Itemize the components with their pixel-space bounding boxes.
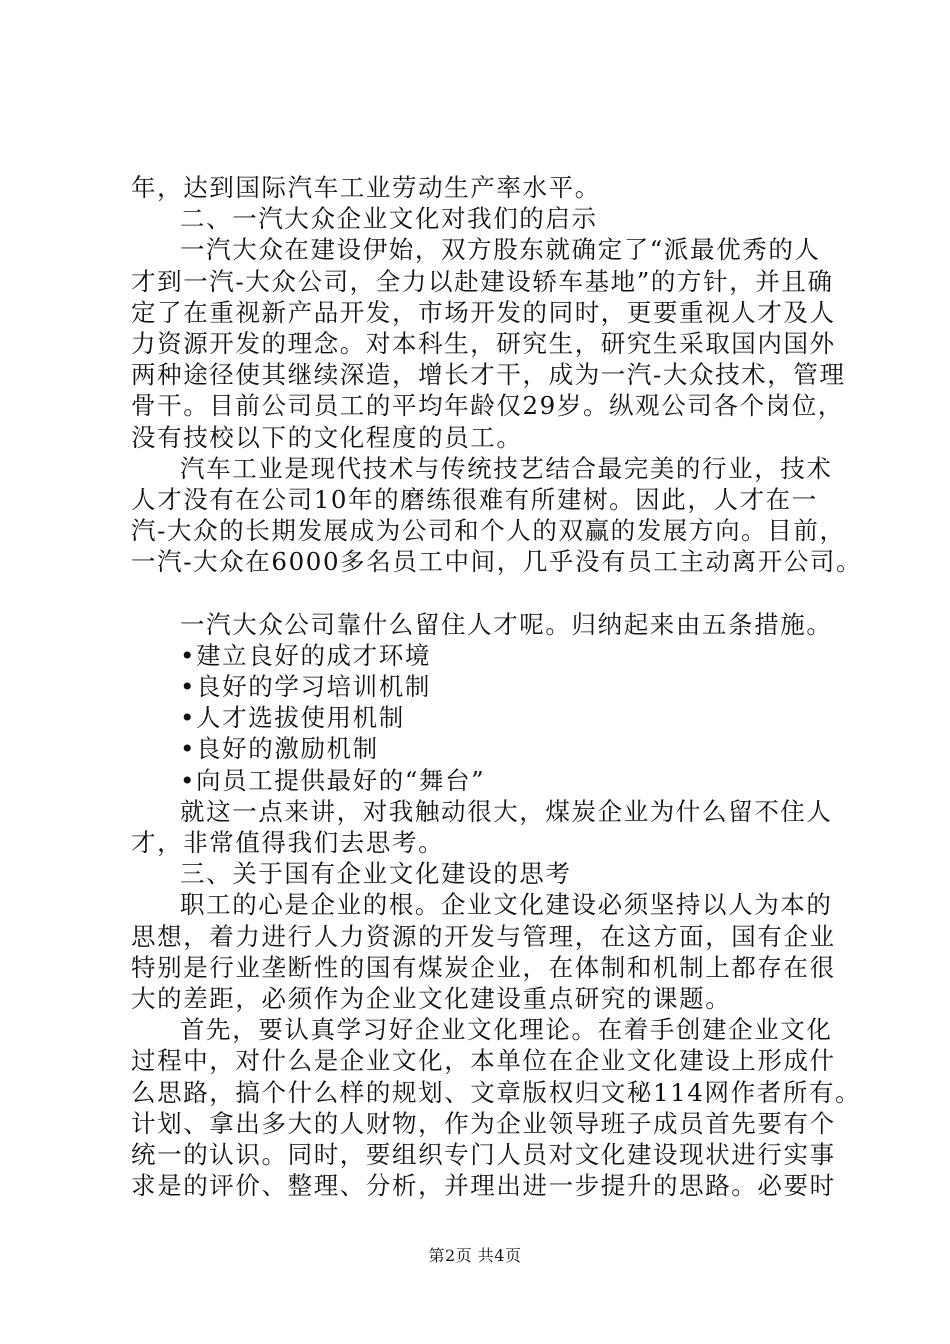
body-line: 人才没有在公司10年的磨练很难有所建树。因此，人才在一 (131, 485, 818, 515)
section-heading: 三、关于国有企业文化建设的思考 (180, 859, 572, 889)
body-line: 特别是行业垄断性的国有煤炭企业，在体制和机制上都存在很 (131, 952, 836, 982)
body-line: 力资源开发的理念。对本科生，研究生，研究生采取国内国外 (131, 329, 836, 359)
body-line: 才到一汽-大众公司，全力以赴建设轿车基地”的方针，并且确 (131, 266, 834, 296)
body-line: 思想，着力进行人力资源的开发与管理，在这方面，国有企业 (131, 921, 836, 951)
body-line: 首先，要认真学习好企业文化理论。在着手创建企业文化 (180, 1015, 833, 1045)
section-heading: 二、一汽大众企业文化对我们的启示 (180, 204, 598, 234)
body-line: 一汽大众公司靠什么留住人才呢。归纳起来由五条措施。 (180, 609, 833, 639)
body-line: 职工的心是企业的根。企业文化建设必须坚持以人为本的 (180, 890, 833, 920)
body-line: 求是的评价、整理、分析，并理出进一步提升的思路。必要时 (131, 1171, 836, 1201)
body-line: 两种途径使其继续深造，增长才干，成为一汽-大众技术，管理 (131, 360, 846, 390)
body-line: 就这一点来讲，对我触动很大，煤炭企业为什么留不住人 (180, 796, 833, 826)
body-line: 一汽-大众在6000多名员工中间，几乎没有员工主动离开公司。 (131, 547, 863, 577)
body-line: 么思路，搞个什么样的规划、文章版权归文秘114网作者所有。 (131, 1077, 862, 1107)
bullet-item: •良好的学习培训机制 (180, 672, 431, 702)
body-line: 大的差距，必须作为企业文化建设重点研究的课题。 (131, 984, 732, 1014)
body-line: 没有技校以下的文化程度的员工。 (131, 422, 523, 452)
document-body (131, 172, 863, 1202)
bullet-item: •良好的激励机制 (180, 734, 379, 764)
body-line: 汽车工业是现代技术与传统技艺结合最完美的行业，技术 (180, 453, 833, 483)
body-line: 定了在重视新产品开发，市场开发的同时，更要重视人才及人 (131, 297, 836, 327)
bullet-item: •建立良好的成才环境 (180, 640, 431, 670)
body-line: 计划、拿出多大的人财物，作为企业领导班子成员首先要有个 (131, 1108, 836, 1138)
body-line: 才，非常值得我们去思考。 (131, 828, 445, 858)
page-number: 第2页 共4页 (428, 1246, 522, 1265)
body-line: 汽-大众的长期发展成为公司和个人的双赢的发展方向。目前， (131, 516, 846, 546)
body-line: 统一的认识。同时，要组织专门人员对文化建设现状进行实事 (131, 1140, 836, 1170)
bullet-item: •人才选拔使用机制 (180, 703, 405, 733)
body-line: 一汽大众在建设伊始，双方股东就确定了“派最优秀的人 (180, 235, 821, 265)
body-line: 过程中，对什么是企业文化，本单位在企业文化建设上形成什 (131, 1046, 836, 1076)
body-line: 年，达到国际汽车工业劳动生产率水平。 (131, 173, 601, 202)
body-line: 骨干。目前公司员工的平均年龄仅29岁。纵观公司各个岗位， (131, 391, 844, 421)
bullet-item: •向员工提供最好的“舞台” (180, 765, 486, 795)
